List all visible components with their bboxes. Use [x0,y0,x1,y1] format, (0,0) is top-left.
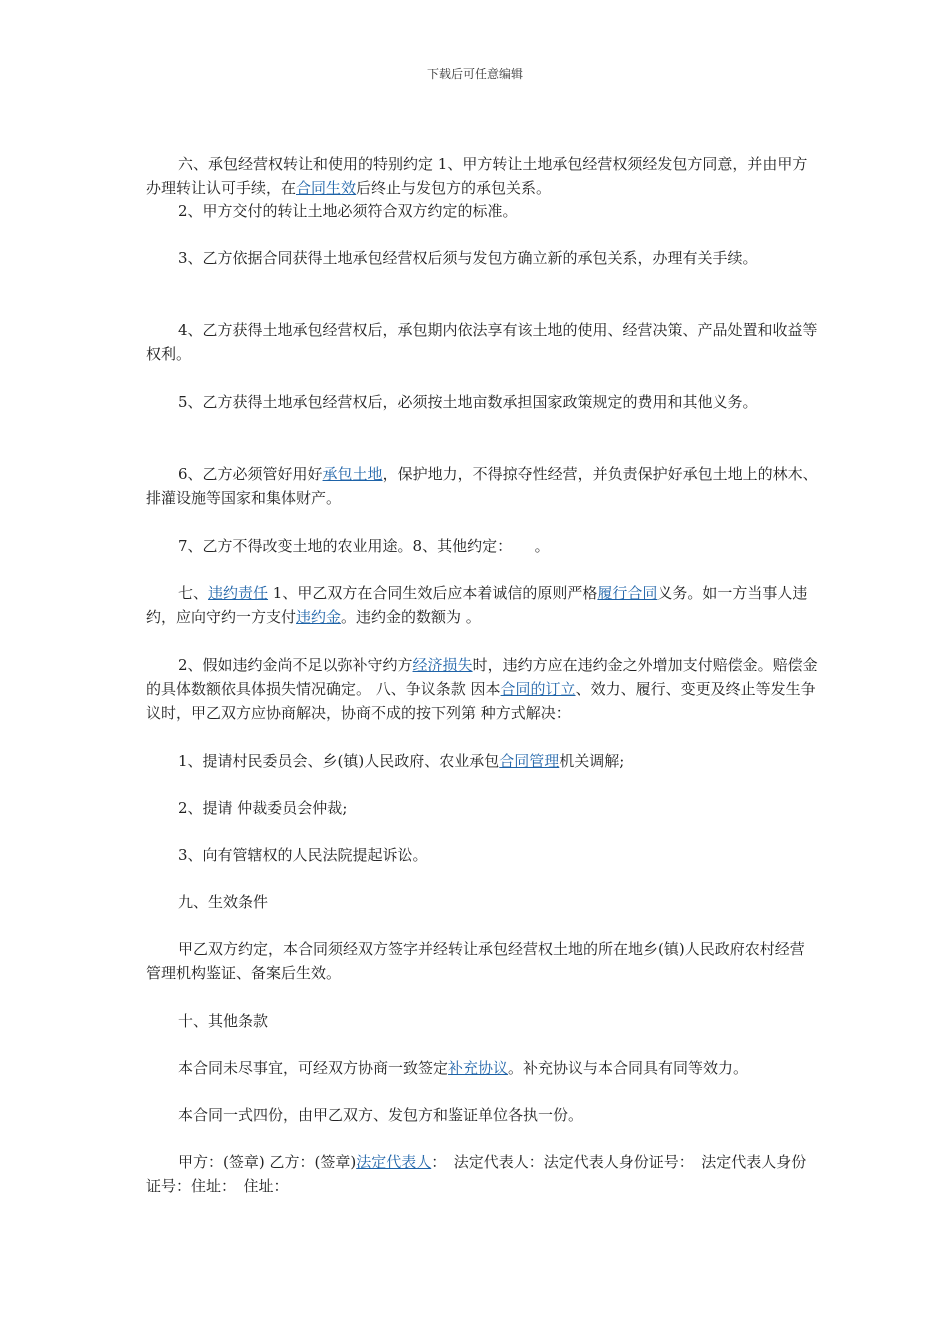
paragraph [146,843,818,867]
paragraph-text: 甲乙双方约定，本合同须经双方签字并经转让承包经营权土地的所在地乡(镇)人民政府农村经营管理机构鉴证、备案后生效。 [146,940,805,982]
paragraph-text: 机关调解; [559,752,625,770]
term-link[interactable]: 合同管理 [499,752,560,770]
paragraph [146,1009,818,1033]
paragraph-text: 十、其他条款 [178,1012,269,1030]
paragraph [146,749,818,773]
paragraph-text: 6、乙方必须管好用好 [178,465,323,483]
term-link[interactable]: 补充协议 [448,1059,509,1077]
paragraph [146,199,818,223]
paragraph-text: 九、生效条件 [178,893,269,911]
paragraph-text: 。违约金的数额为 。 [341,608,481,626]
paragraph [146,390,818,414]
paragraph-text: 、效力、履行、变更及终止等发生争议时，甲乙双方应协商解决，协商不成的按下列第 种方式解决： [146,680,816,722]
paragraph-text: 甲方：(签章) 乙方：(签章) [178,1153,357,1171]
paragraph-text: 3、乙方依据合同获得土地承包经营权后须与发包方确立新的承包关系，办理有关手续。 [178,249,758,267]
paragraph-text: 六、承包经营权转让和使用的特别约定 1、甲方转让土地承包经营权须经发包方同意，并由甲方办理转让认可手续，在 [146,155,808,197]
term-link[interactable]: 履行合同 [597,584,658,602]
paragraph-text: 5、乙方获得土地承包经营权后，必须按土地亩数承担国家政策规定的费用和其他义务。 [178,393,758,411]
paragraph-text: 2、提请 仲裁委员会仲裁; [178,799,348,817]
paragraph-text: 2、假如违约金尚不足以弥补守约方 [178,656,413,674]
paragraph-text: ，保护地力，不得掠夺性经营，并负责保护好承包土地上的林木、排灌设施等国家和集体财产。 [146,465,818,507]
term-link[interactable]: 承包土地 [322,465,383,483]
paragraph [146,1056,818,1080]
paragraph-text: 1、甲乙双方在合同生效后应本着诚信的原则严格 [268,584,598,602]
paragraph-text: 本合同一式四份，由甲乙双方、发包方和鉴证单位各执一份。 [178,1106,584,1124]
paragraph-text: 七、 [178,584,209,602]
paragraph [146,653,818,725]
term-link[interactable]: 合同的订立 [500,680,576,698]
paragraph-text: 本合同未尽事宜，可经双方协商一致签定 [178,1059,449,1077]
paragraph [146,534,818,558]
paragraph-text: 2、甲方交付的转让土地必须符合双方约定的标准。 [178,202,518,220]
paragraph [146,318,818,366]
paragraph [146,937,818,985]
paragraph [146,462,818,510]
paragraph [146,796,818,820]
term-link[interactable]: 合同生效 [296,179,357,197]
paragraph-text: 。补充协议与本合同具有同等效力。 [508,1059,749,1077]
paragraph [146,1150,818,1198]
paragraph-text: 义务。如一方当事人违约，应向守约一方支付 [146,584,808,626]
paragraph-text: 7、乙方不得改变土地的农业用途。8、其他约定： 。 [178,537,550,555]
paragraph-text: 3、向有管辖权的人民法院提起诉讼。 [178,846,428,864]
term-link[interactable]: 违约责任 [208,584,269,602]
paragraph [146,890,818,914]
paragraph-text: 1、提请村民委员会、乡(镇)人民政府、农业承包 [178,752,500,770]
paragraph [146,246,818,270]
paragraph [146,1103,818,1127]
term-link[interactable]: 经济损失 [412,656,473,674]
paragraph [146,581,818,629]
paragraph-text: 时，违约方应在违约金之外增加支付赔偿金。赔偿金的具体数额依具体损失情况确定。 八、争议条款 因本 [146,656,818,698]
term-link[interactable]: 违约金 [296,608,342,626]
paragraph-text: 后终止与发包方的承包关系。 [356,179,552,197]
page-header: 下载后可任意编辑 [426,67,523,81]
paragraph [146,152,818,200]
paragraph-text: 4、乙方获得土地承包经营权后，承包期内依法享有该土地的使用、经营决策、产品处置和收益等权利。 [146,321,818,363]
paragraph-text: ： 法定代表人：法定代表人身份证号： 法定代表人身份证号：住址： 住址： [146,1153,807,1195]
term-link[interactable]: 法定代表人 [356,1153,432,1171]
